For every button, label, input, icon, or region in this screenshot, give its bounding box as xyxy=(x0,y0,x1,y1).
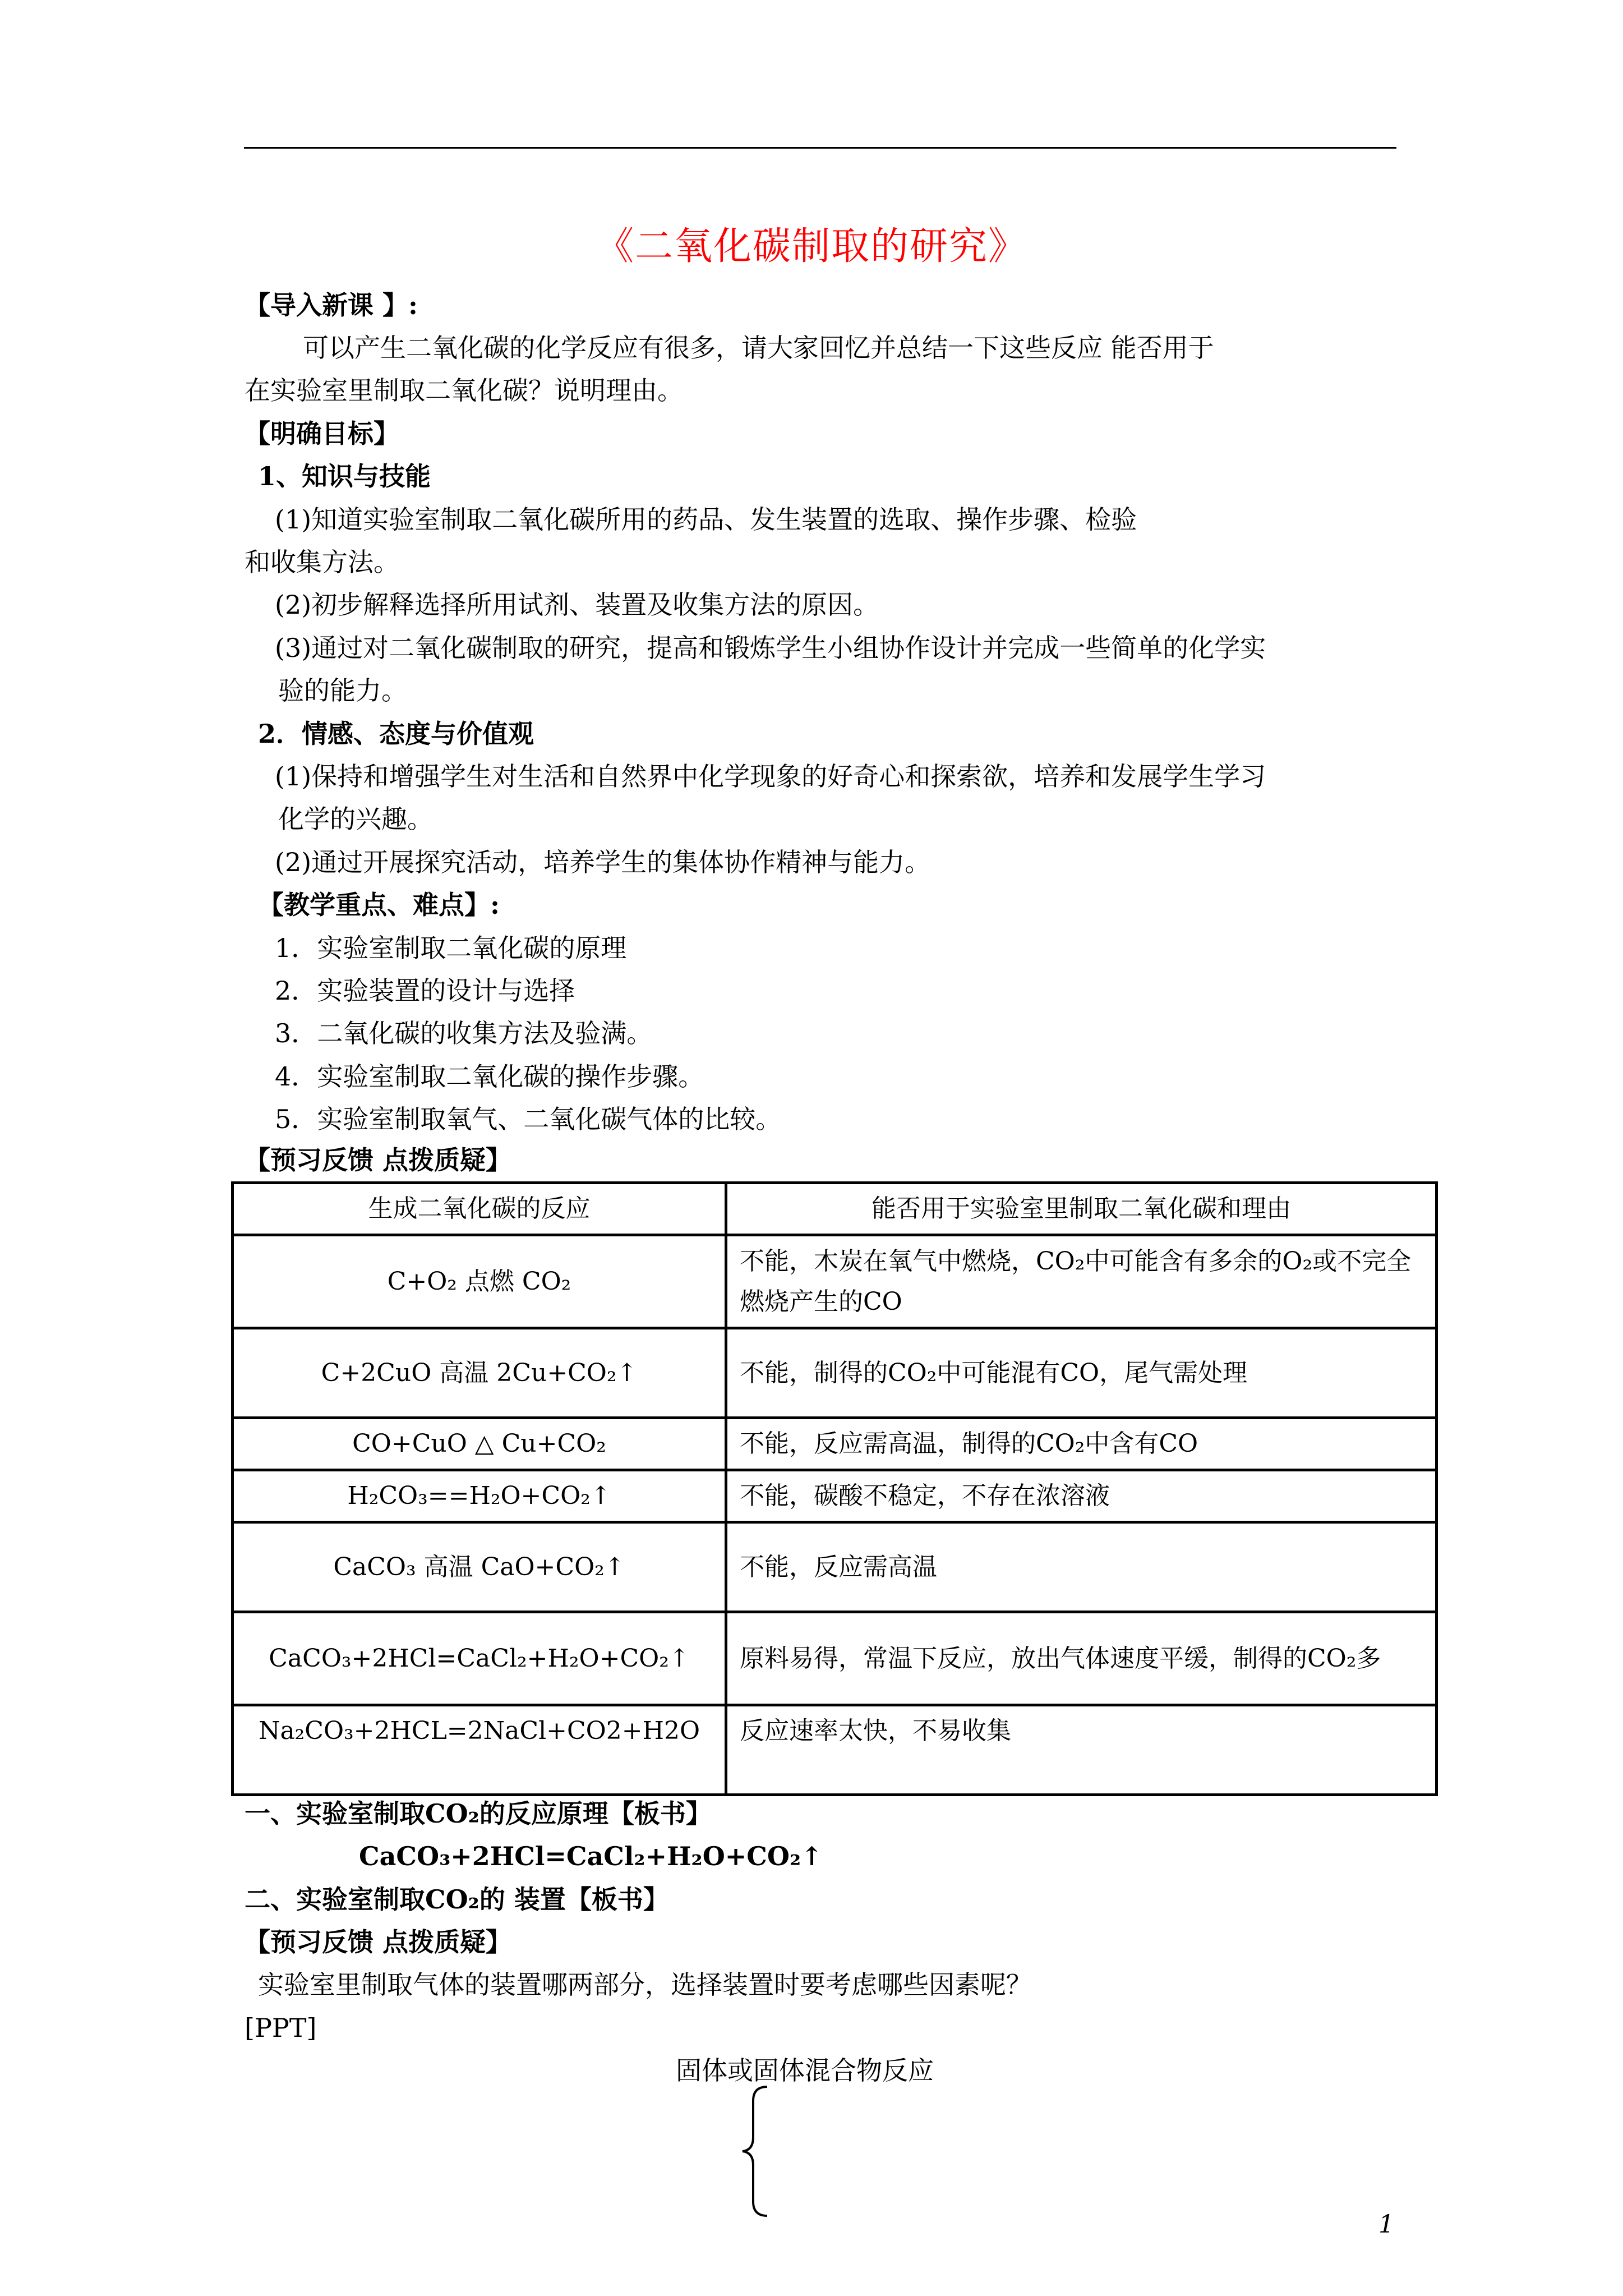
table-cell-equation: CaCO₃+2HCl=CaCl₂+H₂O+CO₂↑ xyxy=(233,1612,726,1705)
table-cell-reason: 不能，反应需高温，制得的CO₂中含有CO xyxy=(726,1418,1437,1470)
key-point-item: 4．实验室制取二氧化碳的操作步骤。 xyxy=(275,1061,704,1092)
intro-heading: 【导入新课 】: xyxy=(245,290,418,320)
key-point-item: 5．实验室制取氧气、二氧化碳气体的比较。 xyxy=(275,1104,782,1134)
goals-knowledge-item3-line1: (3)通过对二氧化碳制取的研究，提高和锻炼学生小组协作设计并完成一些简单的化学实 xyxy=(275,633,1266,663)
brace-label: 固体或固体混合物反应 xyxy=(676,2055,934,2086)
page-number: 1 xyxy=(1378,2210,1394,2239)
table-cell-equation: CaCO₃ 高温 CaO+CO₂↑ xyxy=(233,1522,726,1612)
preview-heading: 【预习反馈 点拨质疑】 xyxy=(245,1145,512,1175)
table-row xyxy=(233,1470,1437,1522)
table-header-row xyxy=(233,1183,1437,1235)
page-title: 《二氧化碳制取的研究》 xyxy=(595,224,1027,269)
goals-knowledge-item1-line2: 和收集方法。 xyxy=(245,547,399,577)
table-header: 能否用于实验室里制取二氧化碳和理由 xyxy=(726,1183,1437,1235)
intro-paragraph-line1: 可以产生二氧化碳的化学反应有很多，请大家回忆并总结一下这些反应 能否用于 xyxy=(303,333,1214,363)
ppt-label: [PPT] xyxy=(245,2013,317,2043)
key-points-heading: 【教学重点、难点】: xyxy=(258,890,500,920)
part2-heading: 二、实验室制取CO₂的 装置【板书】 xyxy=(245,1884,669,1915)
table-cell-reason: 不能，制得的CO₂中可能混有CO，尾气需处理 xyxy=(726,1328,1437,1418)
goals-emotion-heading: 2．情感、态度与价值观 xyxy=(258,719,534,749)
table-cell-equation: C+2CuO 高温 2Cu+CO₂↑ xyxy=(233,1328,726,1418)
preview-heading-2: 【预习反馈 点拨质疑】 xyxy=(245,1927,512,1957)
table-cell-reason: 原料易得，常温下反应，放出气体速度平缓，制得的CO₂多 xyxy=(726,1612,1437,1705)
key-point-item: 1．实验室制取二氧化碳的原理 xyxy=(275,933,627,963)
table-cell-reason: 不能，反应需高温 xyxy=(726,1522,1437,1612)
table-cell-reason: 反应速率太快，不易收集 xyxy=(726,1705,1437,1795)
table-row xyxy=(233,1328,1437,1418)
curly-brace xyxy=(739,2084,773,2219)
table-cell-reason: 不能，碳酸不稳定，不存在浓溶液 xyxy=(726,1470,1437,1522)
goals-emotion-item1-line2: 化学的兴趣。 xyxy=(278,804,433,834)
key-point-item: 3．二氧化碳的收集方法及验满。 xyxy=(275,1018,653,1048)
table-cell-equation: Na₂CO₃+2HCL=2NaCl+CO2+H2O xyxy=(233,1705,726,1795)
table-header: 生成二氧化碳的反应 xyxy=(233,1183,726,1235)
part1-heading: 一、实验室制取CO₂的反应原理【板书】 xyxy=(245,1798,712,1829)
device-question: 实验室里制取气体的装置哪两部分，选择装置时要考虑哪些因素呢？ xyxy=(258,1970,1032,2000)
table-cell-equation: C+O₂ 点燃 CO₂ xyxy=(233,1235,726,1328)
part1-equation: CaCO₃+2HCl=CaCl₂+H₂O+CO₂↑ xyxy=(359,1841,823,1871)
goals-emotion-item1-line1: (1)保持和增强学生对生活和自然界中化学现象的好奇心和探索欲，培养和发展学生学习 xyxy=(275,761,1266,792)
goals-heading: 【明确目标】 xyxy=(245,418,399,449)
table-row xyxy=(233,1612,1437,1705)
goals-knowledge-item3-line2: 验的能力。 xyxy=(278,675,407,706)
goals-knowledge-heading: 1、知识与技能 xyxy=(258,461,431,491)
goals-knowledge-item1-line1: (1)知道实验室制取二氧化碳所用的药品、发生装置的选取、操作步骤、检验 xyxy=(275,504,1137,535)
table-row xyxy=(233,1522,1437,1612)
header-rule xyxy=(244,147,1396,149)
table-cell-equation: CO+CuO △ Cu+CO₂ xyxy=(233,1418,726,1470)
table-row xyxy=(233,1235,1437,1328)
table-cell-reason: 不能，木炭在氧气中燃烧，CO₂中可能含有多余的O₂或不完全燃烧产生的CO xyxy=(726,1235,1437,1328)
intro-paragraph-line2: 在实验室里制取二氧化碳？说明理由。 xyxy=(245,375,683,406)
goals-emotion-item2: (2)通过开展探究活动，培养学生的集体协作精神与能力。 xyxy=(275,847,931,877)
table-cell-equation: H₂CO₃==H₂O+CO₂↑ xyxy=(233,1470,726,1522)
key-point-item: 2．实验装置的设计与选择 xyxy=(275,976,575,1006)
reaction-table xyxy=(231,1181,1438,1796)
table-row xyxy=(233,1705,1437,1795)
goals-knowledge-item2: (2)初步解释选择所用试剂、装置及收集方法的原因。 xyxy=(275,590,879,620)
table-row xyxy=(233,1418,1437,1470)
